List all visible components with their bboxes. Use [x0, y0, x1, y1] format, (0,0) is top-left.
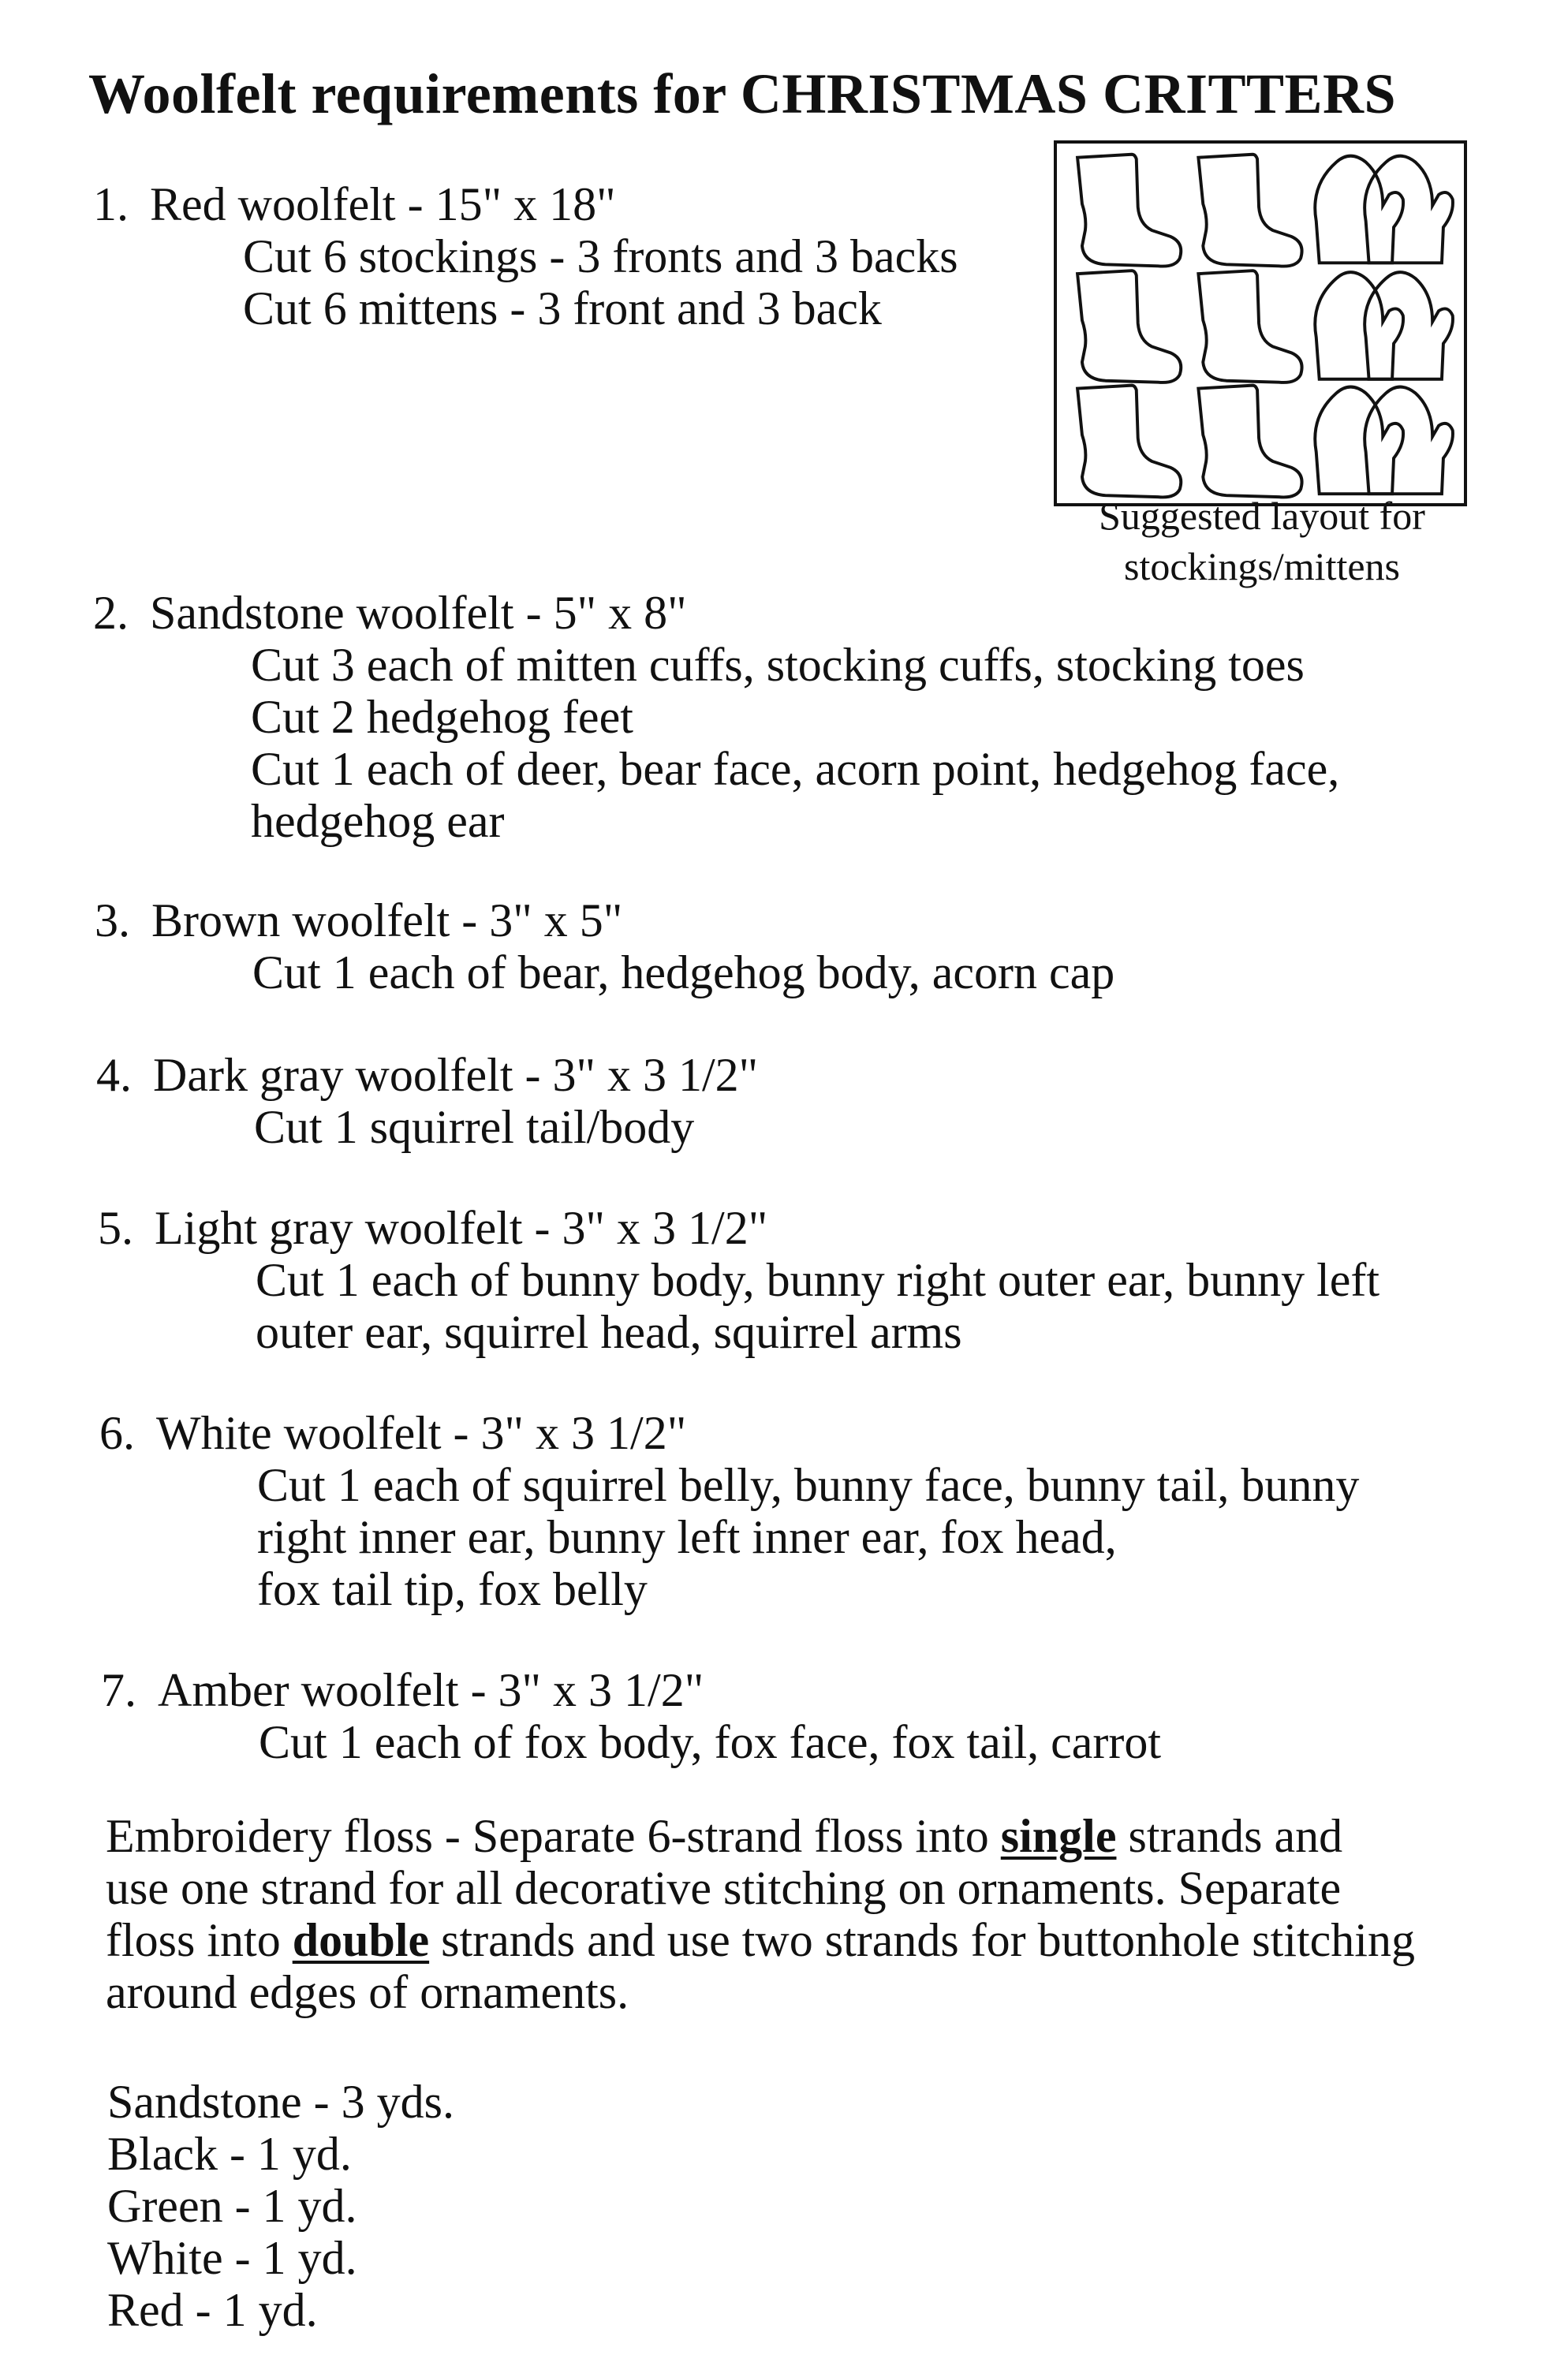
floss-item: Green - 1 yd.	[107, 2180, 357, 2232]
cut-line: Cut 1 each of deer, bear face, acorn point, hedgehog face,	[251, 743, 1340, 795]
felt-item-6	[99, 1407, 1359, 1615]
felt-item-2	[93, 587, 1339, 847]
text-run: Embroidery floss - Separate 6-strand floss into	[106, 1810, 1001, 1862]
floss-item: White - 1 yd.	[107, 2232, 357, 2284]
item-heading: Dark gray woolfelt - 3" x 3 1/2"	[153, 1049, 759, 1101]
cut-line: Cut 1 each of squirrel belly, bunny face, bunny tail, bunny	[257, 1459, 1360, 1511]
floss-item: Red - 1 yd.	[107, 2284, 318, 2336]
item-heading: Brown woolfelt - 3" x 5"	[151, 894, 623, 946]
felt-item-1	[93, 178, 958, 334]
item-heading: White woolfelt - 3" x 3 1/2"	[156, 1407, 687, 1459]
item-heading: Sandstone woolfelt - 5" x 8"	[150, 587, 687, 639]
item-number: 5.	[98, 1202, 133, 1254]
felt-item-3	[95, 894, 1114, 998]
cut-line: hedgehog ear	[251, 795, 505, 847]
layout-caption	[1025, 491, 1499, 592]
item-heading: Red woolfelt - 15" x 18"	[150, 178, 616, 230]
cut-line: fox tail tip, fox belly	[257, 1563, 648, 1615]
item-number: 2.	[93, 587, 129, 639]
item-heading: Amber woolfelt - 3" x 3 1/2"	[158, 1664, 704, 1716]
item-number: 1.	[93, 178, 129, 230]
item-heading: Light gray woolfelt - 3" x 3 1/2"	[155, 1202, 768, 1254]
caption-line: stockings/mittens	[1124, 544, 1400, 588]
floss-item: Sandstone - 3 yds.	[107, 2076, 454, 2128]
cut-line: Cut 2 hedgehog feet	[251, 691, 633, 743]
stocking-mitten-shapes	[1057, 144, 1464, 503]
item-number: 7.	[101, 1664, 136, 1716]
felt-item-4	[96, 1049, 758, 1153]
caption-line: Suggested layout for	[1099, 494, 1425, 538]
floss-list	[107, 2076, 454, 2336]
cut-line: Cut 1 each of bunny body, bunny right outer ear, bunny left	[256, 1254, 1380, 1306]
row-3	[1077, 386, 1453, 498]
cut-line: right inner ear, bunny left inner ear, fox head,	[257, 1511, 1117, 1563]
cut-line: outer ear, squirrel head, squirrel arms	[256, 1306, 962, 1358]
item-number: 4.	[96, 1049, 132, 1101]
emphasis-single: single	[1000, 1810, 1117, 1862]
emphasis-double: double	[292, 1914, 430, 1966]
page-title: Woolfelt requirements for CHRISTMAS CRITTERS	[88, 62, 1397, 125]
cut-line: Cut 6 mittens - 3 front and 3 back	[243, 282, 882, 334]
text-run: floss into	[106, 1914, 293, 1966]
cut-line: Cut 3 each of mitten cuffs, stocking cuffs, stocking toes	[251, 639, 1305, 691]
felt-item-5	[98, 1202, 1379, 1358]
row-1	[1077, 155, 1453, 267]
floss-instructions	[106, 1810, 1549, 2018]
text-run: strands and use two strands for buttonhole stitching	[429, 1914, 1415, 1966]
floss-item: Black - 1 yd.	[107, 2128, 352, 2180]
text-line: use one strand for all decorative stitching on ornaments. Separate	[106, 1862, 1342, 1914]
text-run: strands and	[1116, 1810, 1343, 1862]
text-line: around edges of ornaments.	[106, 1966, 629, 2018]
felt-item-7	[101, 1664, 1161, 1768]
item-number: 3.	[95, 894, 130, 946]
cut-line: Cut 1 each of fox body, fox face, fox tail, carrot	[259, 1716, 1162, 1768]
item-number: 6.	[99, 1407, 135, 1459]
cutting-layout-diagram	[1054, 140, 1467, 506]
row-2	[1077, 271, 1453, 383]
cut-line: Cut 1 each of bear, hedgehog body, acorn cap	[252, 946, 1115, 998]
cut-line: Cut 6 stockings - 3 fronts and 3 backs	[243, 230, 958, 282]
cut-line: Cut 1 squirrel tail/body	[254, 1101, 695, 1153]
